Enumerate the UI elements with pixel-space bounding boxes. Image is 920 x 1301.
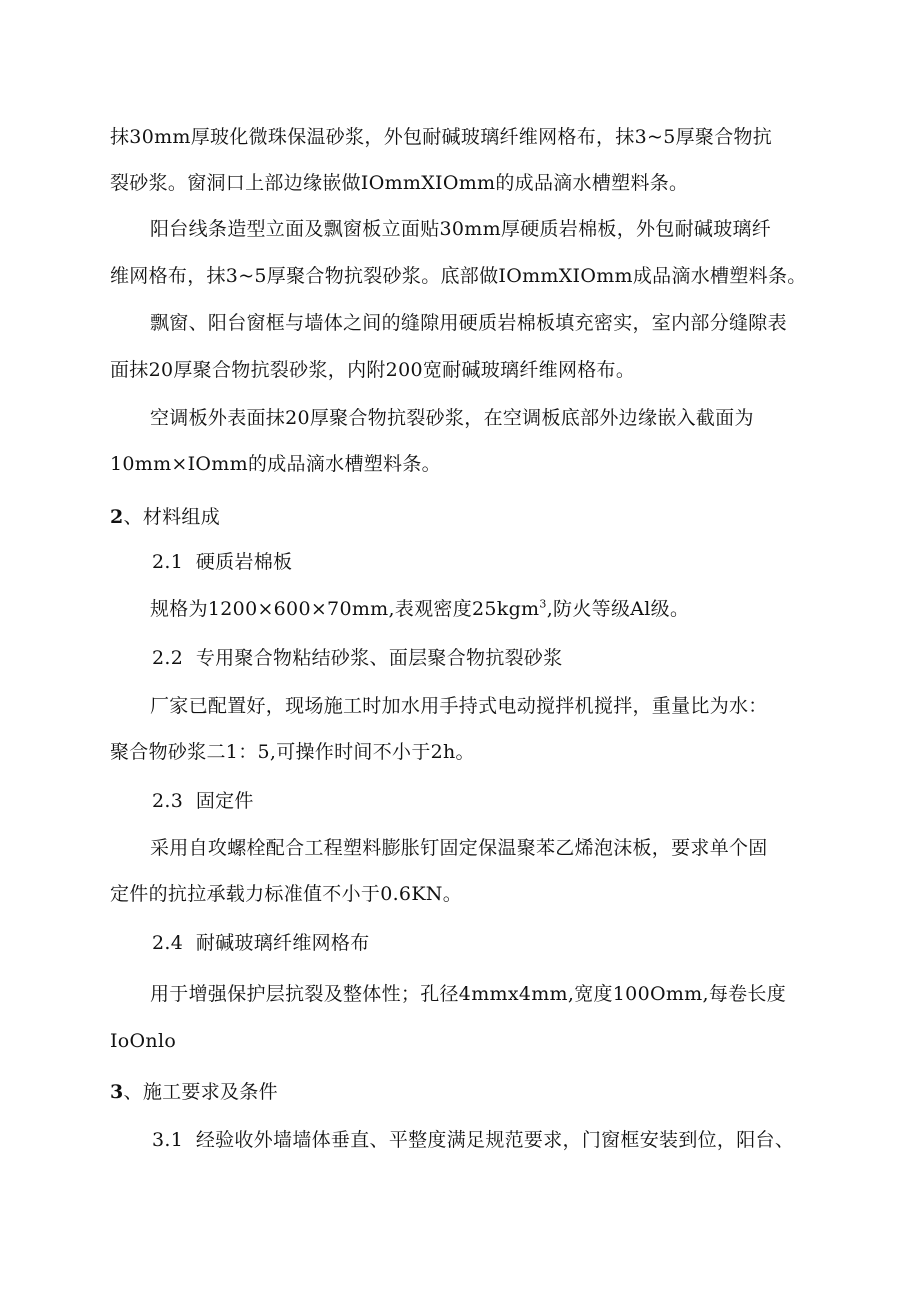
paragraph-text: 经验收外墙墙体垂直、平整度满足规范要求，门窗框安装到位，阳台、 xyxy=(195,1129,795,1151)
subsection-number: 3.1 xyxy=(152,1129,184,1151)
subsection-number: 2.1 xyxy=(152,551,184,573)
paragraph-line: 厂家已配置好，现场施工时加水用手持式电动搅拌机搅拌，重量比为水： xyxy=(150,695,768,717)
paragraph-line: 用于增强保护层抗裂及整体性；孔径4mmx4mm,宽度100Omm,每卷长度 xyxy=(150,983,787,1005)
paragraph-line: 采用自攻螺栓配合工程塑料膨胀钉固定保温聚苯乙烯泡沫板，要求单个固 xyxy=(150,837,768,859)
paragraph-line: 裂砂浆。窗洞口上部边缘嵌做IOmmXIOmm的成品滴水槽塑料条。 xyxy=(110,172,689,194)
paragraph-line: 维网格布，抹3~5厚聚合物抗裂砂浆。底部做IOmmXIOmm成品滴水槽塑料条。 xyxy=(110,265,807,287)
paragraph-line: 定件的抗拉承载力标准值不小于0.6KN。 xyxy=(110,883,463,905)
subsection-heading-2-1 xyxy=(152,550,292,574)
subsection-title: 专用聚合物粘结砂浆、面层聚合物抗裂砂浆 xyxy=(195,647,563,669)
section-number: 2 xyxy=(110,506,124,528)
paragraph-line: 飘窗、阳台窗框与墙体之间的缝隙用硬质岩棉板填充密实，室内部分缝隙表 xyxy=(150,312,787,334)
subsection-number: 2.3 xyxy=(152,790,184,812)
paragraph-line xyxy=(150,597,689,621)
subsection-paragraph-3-1 xyxy=(152,1128,794,1152)
paragraph-line: IoOnlo xyxy=(110,1030,177,1052)
section-heading-2 xyxy=(110,505,220,529)
subsection-number: 2.2 xyxy=(152,647,184,669)
subsection-number: 2.4 xyxy=(152,932,184,954)
subsection-title: 固定件 xyxy=(195,790,254,812)
subsection-heading-2-3 xyxy=(152,789,254,813)
section-title: 、材料组成 xyxy=(123,506,221,528)
paragraph-line: 聚合物砂浆二1：5,可操作时间不小于2h。 xyxy=(110,741,475,763)
section-heading-3 xyxy=(110,1080,278,1104)
paragraph-line: 空调板外表面抹20厚聚合物抗裂砂浆，在空调板底部外边缘嵌入截面为 xyxy=(150,407,754,429)
section-title: 、施工要求及条件 xyxy=(123,1081,278,1103)
subsection-title: 耐碱玻璃纤维网格布 xyxy=(195,932,370,954)
paragraph-line: 10mm×IOmm的成品滴水槽塑料条。 xyxy=(110,453,441,475)
paragraph-text: ,防火等级Al级。 xyxy=(546,598,690,620)
superscript-text: 3 xyxy=(539,597,547,611)
paragraph-line: 面抹20厚聚合物抗裂砂浆，内附200宽耐碱玻璃纤维网格布。 xyxy=(110,359,636,381)
subsection-title: 硬质岩棉板 xyxy=(195,551,293,573)
subsection-heading-2-2 xyxy=(152,646,563,670)
paragraph-text: 规格为1200×600×70mm,表观密度25kgm xyxy=(150,598,540,620)
paragraph-line: 阳台线条造型立面及飘窗板立面贴30mm厚硬质岩棉板，外包耐碱玻璃纤 xyxy=(150,218,772,240)
paragraph-line: 抹30mm厚玻化微珠保温砂浆，外包耐碱玻璃纤维网格布，抹3~5厚聚合物抗 xyxy=(110,126,773,148)
subsection-heading-2-4 xyxy=(152,931,370,955)
section-number: 3 xyxy=(110,1081,124,1103)
